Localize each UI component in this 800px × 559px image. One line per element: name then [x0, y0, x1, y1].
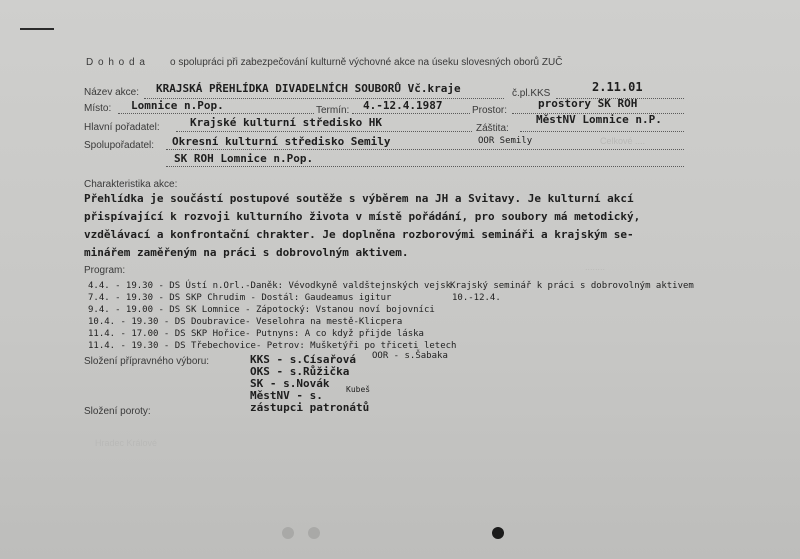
label-program: Program:: [84, 265, 126, 276]
vybor-oor: OOR - s.Šabaka: [372, 351, 448, 361]
bleed-through-text: Hradec Králové: [95, 438, 158, 448]
note-oor-semily: OOR Semily: [478, 136, 533, 146]
value-misto: Lomnice n.Pop.: [131, 99, 224, 112]
agreement-title: D o h o d a: [86, 57, 146, 68]
vybor-member: SK - s.Novák: [250, 377, 330, 390]
char-line-1: Přehlídka je součástí postupové soutěže s výběrem na JH a Svitavy. Je kulturní akcí: [84, 192, 634, 205]
label-prostor: Prostor:: [472, 105, 508, 116]
bleed-through-text: ........: [585, 262, 606, 272]
program-item: 7.4. - 19.30 - DS SKP Chrudim - Dostál: Gaudeamus igitur: [88, 293, 392, 303]
value-spoluporadatel: Okresní kulturní středisko Semily: [172, 135, 391, 148]
vybor-member: MěstNV - s.: [250, 389, 323, 402]
dotted-line: [166, 166, 684, 167]
value-spoluporadatel-2: SK ROH Lomnice n.Pop.: [174, 152, 314, 165]
dotted-line: [520, 131, 684, 132]
vybor-member: OKS - s.Růžička: [250, 365, 350, 378]
dotted-line: [352, 113, 470, 114]
vybor-member: zástupci patronátů: [250, 401, 370, 414]
vybor-member: KKS - s.Císařová: [250, 353, 356, 366]
char-line-2: přispívající k rozvoji kulturního života v místě pořádání, pro soubory má metodický,: [84, 210, 641, 223]
value-termin: 4.-12.4.1987: [363, 99, 443, 112]
label-cpl-kks: č.pl.KKS: [512, 88, 551, 99]
label-termin: Termín:: [316, 105, 350, 116]
value-zastita: MěstNV Lomnice n.P.: [536, 113, 662, 126]
label-hlavni-poradatel: Hlavní pořadatel:: [84, 122, 160, 133]
label-misto: Místo:: [84, 103, 112, 114]
label-pripravny-vybor: Složení přípravného výboru:: [84, 356, 210, 367]
program-item: 10.4. - 19.30 - DS Doubravice- Veselohra na mestě-Klicpera: [88, 317, 403, 327]
dotted-line: [176, 131, 472, 132]
program-item: 9.4. - 19.00 - DS SK Lomnice - Zápotocký: Vstanou noví bojovníci: [88, 305, 435, 315]
vybor-kubes: Kubeš: [346, 385, 371, 394]
char-line-4: minářem zaměřeným na práci s dobrovolným aktivem.: [84, 246, 409, 259]
dotted-line: [118, 113, 314, 114]
label-nazev-akce: Název akce:: [84, 87, 140, 98]
dotted-line: [166, 149, 684, 150]
value-prostor: prostory SK ROH: [538, 97, 638, 110]
label-porota: Složení poroty:: [84, 406, 151, 417]
program-item: 11.4. - 19.30 - DS Třebechovice- Petrov: Mušketýři po třiceti letech: [88, 341, 457, 351]
bleed-through-text: Celkové ....: [600, 136, 646, 146]
punch-hole: [492, 527, 504, 539]
value-cpl-kks: 2.11.01: [592, 80, 643, 94]
char-line-3: vzdělávací a konfrontační chrakter. Je doplněna rozborovými semináři a krajským se-: [84, 228, 634, 241]
agreement-subtitle: o spolupráci při zabezpečování kulturně výchovné akce na úseku slovesných oborů ZUČ: [170, 57, 563, 68]
punch-hole: [308, 527, 320, 539]
program-item: 4.4. - 19.30 - DS Ústí n.Orl.-Daněk: Vévodkyně valdštejnských vejsk: [88, 281, 452, 291]
label-zastita: Záštita:: [476, 123, 509, 134]
label-charakteristika: Charakteristika akce:: [84, 179, 178, 190]
pen-mark: [20, 28, 54, 30]
value-hlavni-poradatel: Krajské kulturní středisko HK: [190, 116, 383, 129]
seminar-dates: 10.-12.4.: [452, 293, 501, 303]
value-nazev-akce: KRAJSKÁ PŘEHLÍDKA DIVADELNÍCH SOUBORŮ Vč.kraje: [156, 82, 461, 95]
program-item: 11.4. - 17.00 - DS SKP Hořice- Putnyns: A co když přijde láska: [88, 329, 424, 339]
label-spoluporadatel: Spolupořadatel:: [84, 140, 155, 151]
seminar-note: Krajský seminář k práci s dobrovolným aktivem: [450, 281, 694, 291]
punch-hole: [282, 527, 294, 539]
